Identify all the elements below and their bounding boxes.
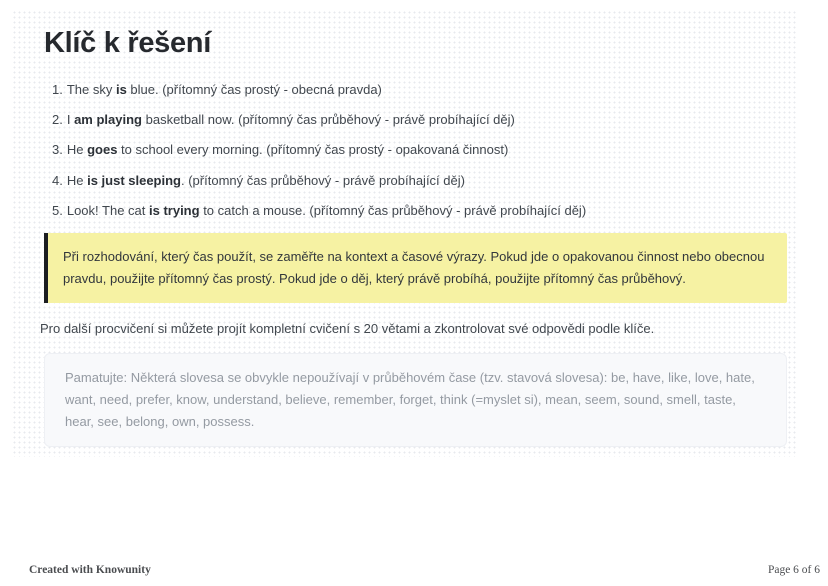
- page-title: Klíč k řešení: [44, 27, 211, 59]
- answer-verb: goes: [87, 142, 118, 158]
- worksheet-page: [12, 10, 798, 457]
- footer-branding: Created with Knowunity: [29, 564, 151, 576]
- note-box-text: Pamatujte: Některá slovesa se obvykle nepoužívají v průběhovém čase (tzv. stavová slovesa): be, have, like, love, hate, want, need, prefer, know, understand, believe, remember, forget, think (=myslet si), mean, seem, sound, smell, taste, hear, see, belong, own, possess.: [65, 369, 755, 429]
- answer-text-pre: He: [66, 142, 88, 158]
- answer-number: 4.: [52, 172, 63, 188]
- answer-text-post: to catch a mouse. (přítomný čas průběhový - právě probíhající děj): [199, 202, 587, 218]
- answer-number: 1.: [52, 81, 63, 97]
- answer-item-5: [48, 203, 787, 219]
- answer-list: [44, 82, 787, 219]
- answer-verb: am playing: [74, 112, 142, 128]
- answer-number: 5.: [52, 202, 63, 218]
- answer-item-2: [48, 112, 787, 128]
- answer-text-pre: I: [66, 112, 75, 128]
- tip-callout-box: [44, 233, 787, 303]
- answer-text-pre: Look! The cat: [66, 202, 149, 218]
- answer-text-post: . (přítomný čas průběhový - právě probíhající děj): [181, 172, 465, 188]
- answer-item-1: [48, 82, 787, 98]
- answer-number: 2.: [52, 112, 63, 128]
- answer-number: 3.: [52, 142, 63, 158]
- answer-text-post: blue. (přítomný čas prostý - obecná pravda): [126, 81, 382, 97]
- note-box: [44, 353, 787, 447]
- answer-item-3: [48, 142, 787, 158]
- footer-page-number: Page 6 of 6: [767, 564, 820, 576]
- answer-item-4: [48, 173, 787, 189]
- answer-text-post: to school every morning. (přítomný čas prostý - opakovaná činnost): [117, 142, 509, 158]
- bridge-paragraph: Pro další procvičení si můžete projít kompletní cvičení s 20 větami a zkontrolovat své odpovědi podle klíče.: [40, 321, 655, 337]
- answer-verb: is trying: [149, 202, 200, 218]
- answer-text-pre: The sky: [66, 81, 116, 97]
- answer-text-pre: He: [66, 172, 88, 188]
- tip-callout-text: Při rozhodování, který čas použít, se zaměřte na kontext a časové výrazy. Pokud jde o opakovanou činnost nebo obecnou pravdu, použijte přítomný čas prostý. Pokud jde o děj, který právě probíhá, použijte přítomný čas průběhový.: [63, 249, 765, 287]
- answer-verb: is just sleeping: [87, 172, 181, 188]
- answer-verb: is: [115, 81, 127, 97]
- answer-text-post: basketball now. (přítomný čas průběhový - právě probíhající děj): [142, 112, 515, 128]
